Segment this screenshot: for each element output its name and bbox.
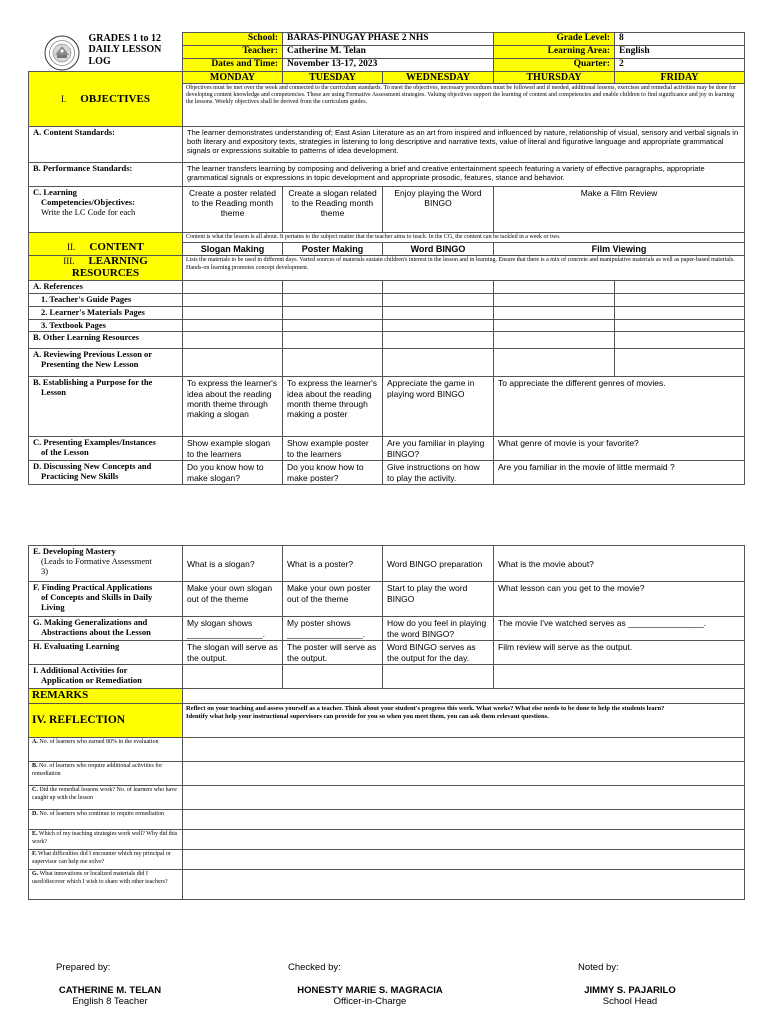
procedure-i-label: I. Additional Activities for Application or Remediation: [29, 665, 183, 689]
procedure-a-label: A. Reviewing Previous Lesson or Presenting the New Lesson: [29, 349, 183, 377]
procedure-g-label: G. Making Generalizations and Abstractions about the Lesson: [29, 617, 183, 641]
application-monday: Make your own slogan out of the theme: [183, 582, 283, 617]
topic-wednesday: Word BINGO: [383, 242, 494, 256]
procedure-h-label: H. Evaluating Learning: [29, 641, 183, 665]
performance-standards-label: B. Performance Standards:: [29, 163, 183, 187]
application-wednesday: Start to play the word BINGO: [383, 582, 494, 617]
learning-resources-note: Lists the materials to be used in different days. Varied sources of materials sustain children's interest in the lesson and in learning. Ensure that there is a mix of concrete and manipulative materials as well as paper-based materials. Hands-on learning promotes concept development.: [183, 256, 745, 281]
generalization-thursday-friday: The movie I've watched serves as ________________.: [494, 617, 745, 641]
procedure-b-label: B. Establishing a Purpose for the Lesson: [29, 377, 183, 437]
day-tuesday: TUESDAY: [283, 72, 383, 84]
dates-value: November 13-17, 2023: [283, 59, 494, 72]
competencies-label: C. Learning Competencies/Objectives: Write the LC Code for each: [29, 187, 183, 233]
checked-by-label: Checked by:: [288, 962, 341, 973]
application-tuesday: Make your own poster out of the theme: [283, 582, 383, 617]
school-value: BARAS-PINUGAY PHASE 2 NHS: [283, 33, 494, 46]
school-label: School:: [183, 33, 283, 46]
reflection-note: Reflect on your teaching and assess yourself as a teacher. Think about your student's progress this week. What works? What else needs to be done to help the students learn? Identify what help your instructional supervisors can provide for you so when you meet them, you can ask them relevant questions.: [183, 704, 745, 738]
dates-label: Dates and Time:: [183, 59, 283, 72]
learning-area-label: Learning Area:: [494, 46, 615, 59]
reflection-item-c: C. Did the remedial lessons work? No. of learners who have caught up with the lesson: [29, 786, 183, 810]
checked-by-block: [270, 985, 470, 1007]
concepts-monday: Do you know how to make slogan?: [183, 461, 283, 485]
application-thursday-friday: What lesson can you get to the movie?: [494, 582, 745, 617]
content-standards-text: The learner demonstrates understanding of; East Asian Literature as an art from inspired and influenced by nature, relationship of visual, sensory and verbal signals in both literary and expository texts, strategies in listening to long descriptive and narrative texts, value of literal and figurative language and appropriate grammatical signals or expressions suitable to patterns of idea development.: [183, 127, 745, 163]
generalization-monday: My slogan shows ________________.: [183, 617, 283, 641]
generalization-wednesday: How do you feel in playing the word BINGO?: [383, 617, 494, 641]
evaluation-tuesday: The poster will serve as the output.: [283, 641, 383, 665]
day-thursday: THURSDAY: [494, 72, 615, 84]
competency-wednesday: Enjoy playing the Word BINGO: [383, 187, 494, 233]
objectives-note: Objectives must be met over the week and connected to the curriculum standards. To meet the objectives, necessary procedures must be followed and if needed, additional lessons, exercises and remedial activities may be done for developing content knowledge and competencies. These are using Formative Assessment strategies. Valuing objectives support the learning of content and competencies and enable children to find significance and joy in learning the lessons. Weekly objectives shall be derived from the curriculum guides.: [183, 84, 745, 127]
prepared-by-role: English 8 Teacher: [72, 996, 148, 1007]
procedure-f-label: F. Finding Practical Applications of Concepts and Skills in Daily Living: [29, 582, 183, 617]
competency-thursday-friday: Make a Film Review: [494, 187, 745, 233]
concepts-wednesday: Give instructions on how to play the activity.: [383, 461, 494, 485]
noted-by-name: JIMMY S. PAJARILO: [584, 985, 676, 996]
log-title: GRADES 1 to 12 DAILY LESSON LOG: [88, 32, 162, 67]
evaluation-thursday-friday: Film review will serve as the output.: [494, 641, 745, 665]
purpose-wednesday: Appreciate the game in playing word BINGO: [383, 377, 494, 437]
procedure-c-label: C. Presenting Examples/Instances of the Lesson: [29, 437, 183, 461]
examples-tuesday: Show example poster to the learners: [283, 437, 383, 461]
grade-level-label: Grade Level:: [494, 33, 615, 46]
procedure-e-label: E. Developing Mastery (Leads to Formative Assessment 3): [29, 546, 183, 582]
examples-monday: Show example slogan to the learners: [183, 437, 283, 461]
prepared-by-name: CATHERINE M. TELAN: [58, 985, 162, 996]
noted-by-label: Noted by:: [578, 962, 619, 973]
noted-by-block: [555, 985, 705, 1007]
purpose-monday: To express the learner's idea about the reading month theme through making a slogan: [183, 377, 283, 437]
mastery-tuesday: What is a poster?: [283, 546, 383, 582]
checked-by-role: Officer-in-Charge: [333, 996, 407, 1007]
objectives-heading: I. OBJECTIVES: [29, 72, 183, 127]
reflection-item-d: D. No. of learners who continue to require remediation: [29, 810, 183, 830]
mastery-wednesday: Word BINGO preparation: [383, 546, 494, 582]
examples-thursday-friday: What genre of movie is your favorite?: [494, 437, 745, 461]
generalization-tuesday: My poster shows ________________.: [283, 617, 383, 641]
other-resources-label: B. Other Learning Resources: [29, 332, 183, 349]
prepared-by-block: [30, 985, 190, 1007]
mastery-monday: What is a slogan?: [183, 546, 283, 582]
content-heading: II. CONTENT: [29, 233, 183, 256]
purpose-thursday-friday: To appreciate the different genres of movies.: [494, 377, 745, 437]
reflection-item-a: A. No. of learners who earned 80% in the evaluation: [29, 738, 183, 762]
day-friday: FRIDAY: [615, 72, 745, 84]
checked-by-name: HONESTY MARIE S. MAGRACIA: [297, 985, 443, 996]
references-label: A. References: [29, 281, 183, 294]
reflection-item-b: B. No. of learners who require additional activities for remediation: [29, 762, 183, 786]
examples-wednesday: Are you familiar in playing BINGO?: [383, 437, 494, 461]
daily-lesson-log: [28, 32, 744, 900]
purpose-tuesday: To express the learner's idea about the reading month theme through making a poster: [283, 377, 383, 437]
content-standards-label: A. Content Standards:: [29, 127, 183, 163]
textbook-pages-label: 3. Textbook Pages: [29, 319, 183, 332]
quarter-label: Quarter:: [494, 59, 615, 72]
topic-tuesday: Poster Making: [283, 242, 383, 256]
teachers-guide-label: 1. Teacher's Guide Pages: [29, 294, 183, 307]
prepared-by-label: Prepared by:: [56, 962, 111, 973]
performance-standards-text: The learner transfers learning by composing and delivering a brief and creative entertainment speech featuring a variety of effective paragraphs, appropriate grammatical signals or expressions in topic development and appropriate prosodic, features, stance and behavior.: [183, 163, 745, 187]
reflection-item-f: F. What difficulties did I encounter which my principal or supervisor can help me solve?: [29, 850, 183, 870]
noted-by-role: School Head: [602, 996, 658, 1007]
quarter-value: 2: [615, 59, 745, 72]
evaluation-monday: The slogan will serve as the output.: [183, 641, 283, 665]
content-note: Content is what the lesson is all about. It pertains to the subject matter that the teacher aims to teach. In the CG, the content can be tackled in a week or two.: [183, 233, 745, 243]
learners-materials-label: 2. Learner's Materials Pages: [29, 306, 183, 319]
learning-resources-heading: III. LEARNING RESOURCES: [29, 256, 183, 281]
learning-area-value: English: [615, 46, 745, 59]
teacher-label: Teacher:: [183, 46, 283, 59]
topic-monday: Slogan Making: [183, 242, 283, 256]
teacher-value: Catherine M. Telan: [283, 46, 494, 59]
grade-level-value: 8: [615, 33, 745, 46]
remarks-heading: REMARKS: [29, 689, 183, 704]
reflection-item-g: G. What innovations or localized materials did I used/discover which I wish to share with other teachers?: [29, 870, 183, 900]
day-wednesday: WEDNESDAY: [383, 72, 494, 84]
evaluation-wednesday: Word BINGO serves as the output for the day.: [383, 641, 494, 665]
lesson-log-table-part1: [28, 32, 745, 485]
reflection-item-e: E. Which of my teaching strategies work well? Why did this work?: [29, 830, 183, 850]
concepts-thursday-friday: Are you familiar in the movie of little mermaid ?: [494, 461, 745, 485]
reflection-heading: IV. REFLECTION: [29, 704, 183, 738]
concepts-tuesday: Do you know how to make poster?: [283, 461, 383, 485]
topic-thursday-friday: Film Viewing: [494, 242, 745, 256]
procedure-d-label: D. Discussing New Concepts and Practicing New Skills: [29, 461, 183, 485]
competency-monday: Create a poster related to the Reading month theme: [183, 187, 283, 233]
lesson-log-table-part2: [28, 545, 745, 900]
competency-tuesday: Create a slogan related to the Reading month theme: [283, 187, 383, 233]
mastery-thursday-friday: What is the movie about?: [494, 546, 745, 582]
day-monday: MONDAY: [183, 72, 283, 84]
